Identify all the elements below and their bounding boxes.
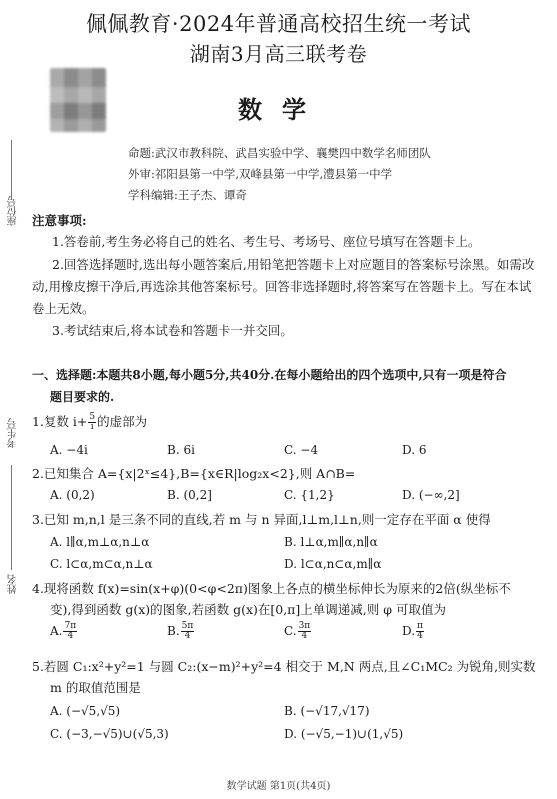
notice-item-2-line3: 卷上无效。 bbox=[32, 301, 95, 316]
credit-line-editors: 学科编辑:王子杰、谭奇 bbox=[128, 188, 247, 202]
q5-option-d: D. (−√5,−1)∪(1,√5) bbox=[284, 727, 404, 741]
q5-option-a: A. (−√5,√5) bbox=[50, 704, 121, 718]
side-label-exam-no: 考生号 bbox=[8, 418, 19, 448]
section-heading-line1: 一、选择题:本题共8小题,每小题5分,共40分.在每小题给出的四个选项中,只有一项是符合 bbox=[32, 368, 507, 382]
q4-option-c-den: 4 bbox=[301, 631, 308, 641]
question-4-stem-line1: 4.现将函数 f(x)=sin(x+φ)(0<φ<2π)图象上各点的横坐标伸长为原来的2倍(纵坐标不 bbox=[32, 581, 511, 596]
q4-option-d bbox=[402, 622, 425, 641]
q5-option-b: B. (−√17,√17) bbox=[284, 704, 370, 718]
q2-option-c: C. {1,2} bbox=[284, 488, 335, 502]
q4-option-b bbox=[167, 622, 195, 641]
q4-option-b-frac bbox=[181, 622, 195, 641]
q4-option-a-frac bbox=[63, 622, 77, 641]
page-footer: 数学试题 第1页(共4页) bbox=[226, 781, 331, 792]
q1-stem-after: 的虚部为 bbox=[97, 414, 148, 429]
q1-option-a: A. −4i bbox=[50, 443, 88, 457]
exam-title-line1: 佩佩教育·2024年普通高校招生统一考试 bbox=[85, 12, 472, 36]
q1-stem-before: 1.复数 i+ bbox=[32, 414, 88, 429]
name-write-line bbox=[11, 525, 12, 570]
question-5-stem-line2: m 的取值范围是 bbox=[50, 680, 141, 695]
q4-option-b-num: 5π bbox=[181, 621, 194, 631]
question-1-stem bbox=[32, 413, 147, 432]
q1-option-d: D. 6 bbox=[402, 443, 427, 457]
side-label-seat: 座位号 bbox=[8, 196, 19, 226]
q1-frac-den: i bbox=[90, 422, 94, 432]
q1-frac-num: 5 bbox=[89, 412, 96, 422]
notice-title: 注意事项: bbox=[32, 213, 87, 228]
seat-write-line bbox=[11, 140, 12, 200]
q4-option-a-den: 4 bbox=[67, 631, 74, 641]
notice-item-1: 1.答卷前,考生务必将自己的姓名、考生号、考场号、座位号填写在答题卡上。 bbox=[52, 234, 481, 249]
exam-title-line2: 湖南3月高三联考卷 bbox=[189, 42, 368, 66]
q3-option-b: B. l⊥α,m∥α,n∥α bbox=[284, 535, 378, 549]
credit-line-authors: 命题:武汉市教科院、武昌实验中学、襄樊四中数学名师团队 bbox=[128, 146, 431, 160]
q1-option-c: C. −4 bbox=[284, 443, 319, 457]
notice-item-2-line2: 动,用橡皮擦干净后,再选涂其他答案标号。回答非选择题时,将答案写在答题卡上。写在本试 bbox=[32, 279, 532, 294]
q4-option-c-num: 3π bbox=[298, 621, 311, 631]
q1-option-b: B. 6i bbox=[167, 443, 195, 457]
question-2-stem: 2.已知集合 A={x|2ˣ≤4},B={x∈R|log₂x<2},则 A∩B= bbox=[32, 466, 356, 481]
q2-option-d: D. (−∞,2] bbox=[402, 488, 460, 502]
q3-option-c: C. l⊂α,m⊂α,n⊥α bbox=[50, 557, 153, 571]
q4-option-d-frac bbox=[416, 622, 424, 641]
notice-item-2-line1: 2.回答选择题时,选出每小题答案后,用铅笔把答题卡上对应题目的答案标号涂黑。如需改 bbox=[52, 257, 535, 272]
q4-option-c-frac bbox=[298, 622, 312, 641]
q3-option-a: A. l∥α,m⊥α,n⊥α bbox=[50, 535, 150, 549]
q3-option-d: D. l⊂α,n⊂α,m∥α bbox=[284, 557, 382, 571]
q4-option-c-label: C. bbox=[284, 624, 297, 638]
q1-fraction bbox=[88, 413, 96, 432]
q4-option-d-den: 4 bbox=[417, 631, 423, 641]
q4-option-a bbox=[50, 622, 78, 641]
q4-option-c bbox=[284, 622, 312, 641]
credit-line-reviewers: 外审:祁阳县第一中学,双峰县第一中学,澧县第一中学 bbox=[128, 167, 393, 181]
q2-option-b: B. (0,2] bbox=[167, 488, 212, 502]
q4-option-d-num: π bbox=[417, 621, 423, 631]
notice-item-3: 3.考试结束后,将本试卷和答题卡一并交回。 bbox=[52, 323, 293, 338]
q5-option-c: C. (−3,−√5)∪(√5,3) bbox=[50, 727, 169, 741]
q4-option-b-den: 4 bbox=[184, 631, 191, 641]
q4-option-a-num: 7π bbox=[64, 621, 77, 631]
q4-option-a-label: A. bbox=[50, 624, 63, 638]
question-5-stem-line1: 5.若圆 C₁:x²+y²=1 与圆 C₂:(x−m)²+y²=4 相交于 M,N 两点,且∠C₁MC₂ 为锐角,则实数 bbox=[32, 659, 536, 674]
q2-option-a: A. (0,2) bbox=[50, 488, 95, 502]
blurred-qr-code-image bbox=[50, 68, 106, 132]
q4-option-b-label: B. bbox=[167, 624, 180, 638]
subject-title: 数学 bbox=[238, 95, 326, 124]
q4-option-d-label: D. bbox=[402, 624, 416, 638]
question-4-stem-line2: 变),得到函数 g(x)的图象,若函数 g(x)在[0,π]上单调递减,则 φ 可取值为 bbox=[50, 602, 446, 617]
side-label-name: 姓名 bbox=[8, 574, 19, 594]
question-3-stem: 3.已知 m,n,l 是三条不同的直线,若 m 与 n 异面,l⊥m,l⊥n,则一定存在平面 α 使得 bbox=[32, 512, 491, 527]
section-heading-line2: 题目要求的. bbox=[50, 390, 115, 404]
